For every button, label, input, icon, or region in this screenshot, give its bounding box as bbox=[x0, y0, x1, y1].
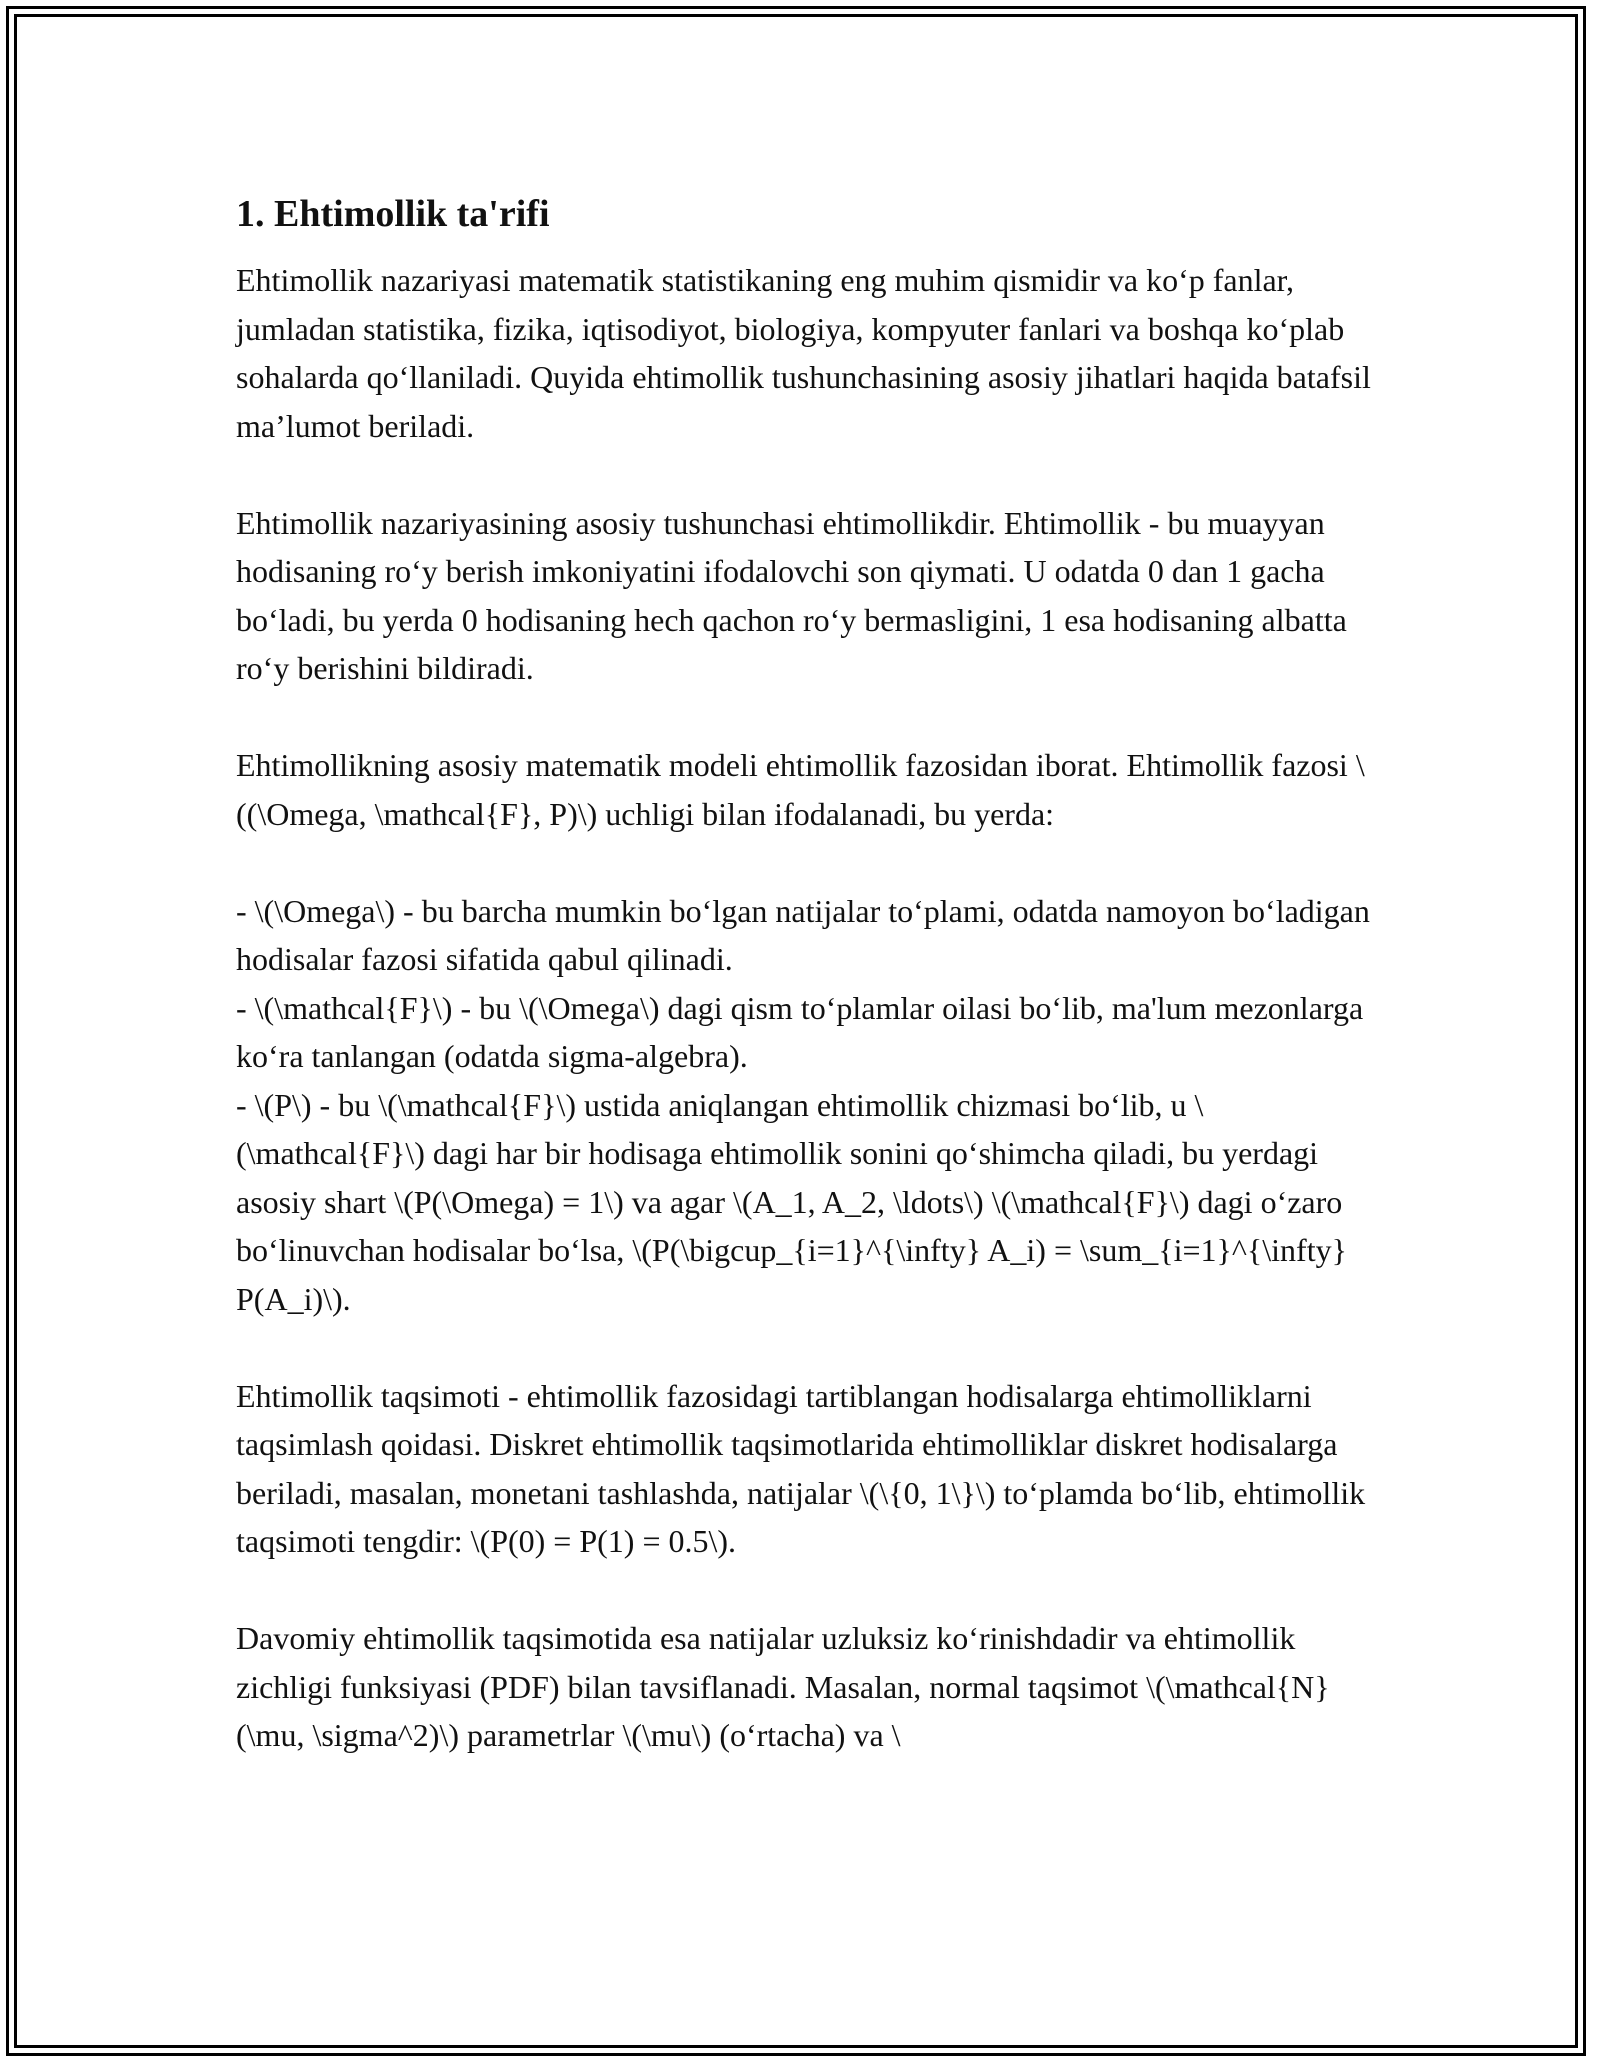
paragraph-definition: Ehtimollik nazariyasining asosiy tushunchasi ehtimollikdir. Ehtimollik - bu muayyan hodisaning ro‘y berish imkoniyatini ifodalovchi son qiymati. U odatda 0 dan 1 gacha bo‘ladi, bu yerda 0 hodisaning hech qachon ro‘y bermasligini, 1 esa hodisaning albatta ro‘y berishini bildiradi. bbox=[236, 504, 1347, 686]
paragraph-discrete-distribution: Ehtimollik taqsimoti - ehtimollik fazosidagi tartiblangan hodisalarga ehtimolliklarni taqsimlash qoidasi. Diskret ehtimollik taqsimotlarida ehtimolliklar diskret hodisalarga beriladi, masalan, monetani tashlashda, natijalar \(\{0, 1\}\) to‘plamda bo‘lib, ehtimollik taqsimoti tengdir: \(P(0) = P(1) = 0.5\). bbox=[236, 1377, 1366, 1559]
paragraph-continuous-distribution: Davomiy ehtimollik taqsimotida esa natijalar uzluksiz ko‘rinishdadir va ehtimollik zichligi funksiyasi (PDF) bilan tavsiflanadi. Masalan, normal taqsimot \(\mathcal{N}(\mu, \sigma^2)\) parametrlar \(\mu\) (o‘rtacha) va \ bbox=[236, 1620, 1330, 1753]
paragraph-intro: Ehtimollik nazariyasi matematik statistikaning eng muhim qismidir va ko‘p fanlar, jumladan statistika, fizika, iqtisodiyot, biologiya, kompyuter fanlari va boshqa ko‘plab sohalarda qo‘llaniladi. Quyida ehtimollik tushunchasining asosiy jihatlari haqida batafsil ma’lumot beriladi. bbox=[236, 262, 1371, 444]
paragraph-space-components-list: - \(\Omega\) - bu barcha mumkin bo‘lgan natijalar to‘plami, odatda namoyon bo‘ladigan hodisalar fazosi sifatida qabul qilinadi. - \(\mathcal{F}\) - bu \(\Omega\) dagi qism to‘plamlar oilasi bo‘lib, ma'lum mezonlarga ko‘ra tanlangan (odatda sigma-algebra). - \(P\) - bu \(\mathcal{F}\) ustida aniqlangan ehtimollik chizmasi bo‘lib, u \(\mathcal{F}\) dagi har bir hodisaga ehtimollik sonini qo‘shimcha qiladi, bu yerdagi asosiy shart \(P(\Omega) = 1\) va agar \(A_1, A_2, \ldots\) \(\mathcal{F}\) dagi o‘zaro bo‘linuvchan hodisalar bo‘lsa, \(P(\bigcup_{i=1}^{\infty} A_i) = \sum_{i=1}^{\infty} P(A_i)\). bbox=[236, 892, 1370, 1317]
paragraph-probability-space: Ehtimollikning asosiy matematik modeli ehtimollik fazosidan iborat. Ehtimollik fazosi \((\Omega, \mathcal{F}, P)\) uchligi bilan ifodalanadi, bu yerda: bbox=[236, 747, 1365, 832]
section-heading: 1. Ehtimollik ta'rifi bbox=[236, 193, 550, 235]
document-body bbox=[236, 186, 1376, 1808]
